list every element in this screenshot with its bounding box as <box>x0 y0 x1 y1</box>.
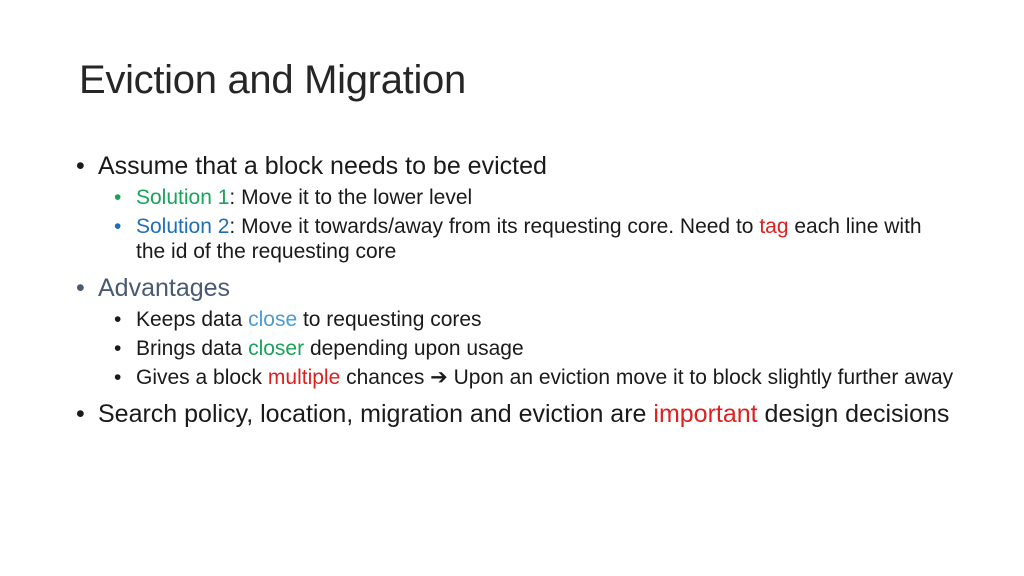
arrow-right-icon: ➔ <box>430 366 448 389</box>
highlight-solution-2: Solution 2 <box>136 215 230 238</box>
sub-bullet-closer <box>76 336 956 361</box>
sub-bullet-text: depending upon usage <box>304 337 524 360</box>
sub-bullet-solution-2 <box>76 214 956 264</box>
highlight-multiple: multiple <box>267 366 341 389</box>
bullet-advantages <box>76 274 956 303</box>
sub-bullet-text: Gives a block <box>136 366 268 389</box>
bullet-design-decisions <box>76 400 956 429</box>
slide-content <box>76 152 956 433</box>
highlight-important: important <box>653 400 758 428</box>
highlight-close: close <box>248 308 298 331</box>
bullet-marker: • <box>114 337 122 360</box>
highlight-tag: tag <box>759 215 789 238</box>
sub-bullet-solution-1 <box>76 185 956 210</box>
bullet-marker: • <box>76 274 85 302</box>
bullet-text: Assume that a block needs to be evicted <box>98 152 547 180</box>
highlight-solution-1: Solution 1 <box>136 186 230 209</box>
bullet-evicted <box>76 152 956 181</box>
sub-bullet-text: to requesting cores <box>297 308 482 331</box>
bullet-marker: • <box>114 308 122 331</box>
bullet-marker: • <box>114 366 122 389</box>
bullet-text: Search policy, location, migration and eviction are <box>98 400 654 428</box>
sub-bullet-text: each line with the id of the requesting core <box>136 215 922 263</box>
sub-bullet-close <box>76 307 956 332</box>
sub-bullet-text: Upon an eviction move it to block slightly further away <box>447 366 954 389</box>
sub-bullet-multiple <box>76 365 956 390</box>
bullet-marker: • <box>76 400 85 428</box>
highlight-closer: closer <box>248 337 305 360</box>
sub-bullet-text: : Move it towards/away from its requesting core. Need to <box>229 215 760 238</box>
sub-bullet-text: chances <box>340 366 431 389</box>
bullet-marker: • <box>114 215 122 238</box>
slide-title: Eviction and Migration <box>79 58 466 102</box>
bullet-text: Advantages <box>98 274 231 302</box>
bullet-text: design decisions <box>757 400 950 428</box>
sub-bullet-text: Keeps data <box>136 308 249 331</box>
bullet-marker: • <box>114 186 122 209</box>
sub-bullet-text: Brings data <box>136 337 249 360</box>
bullet-marker: • <box>76 152 85 180</box>
sub-bullet-text: : Move it to the lower level <box>229 186 473 209</box>
